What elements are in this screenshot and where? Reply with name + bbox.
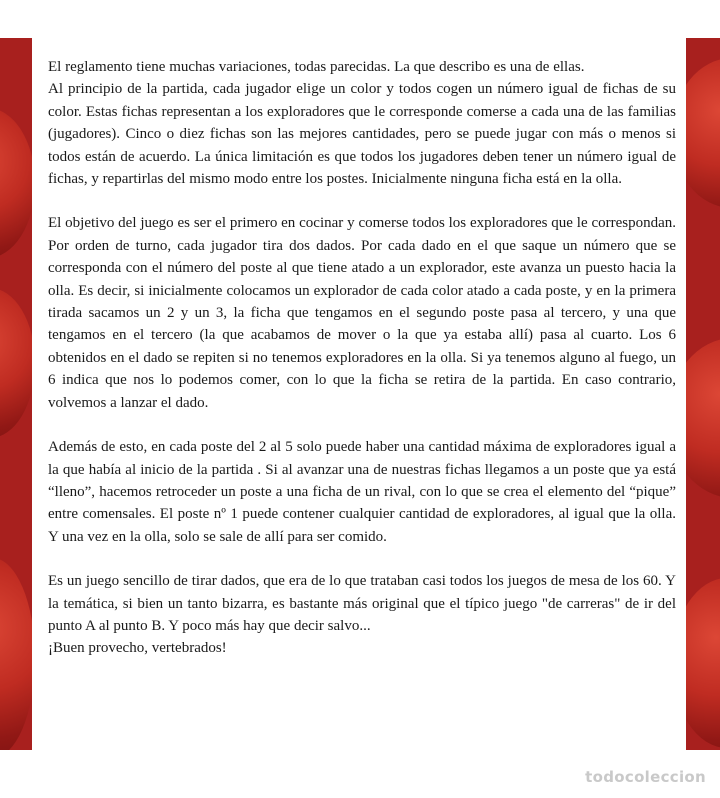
document-body <box>48 56 676 660</box>
paragraph-line: Es un juego sencillo de tirar dados, que era de lo que trataban casi todos los juegos de mesa de los 60. Y la temática, si bien un tanto bizarra, es bastante más original que el típico juego "de carreras" de ir del punto A al punto B. Y poco más hay que decir salvo... <box>48 573 676 634</box>
paragraph-line: Además de esto, en cada poste del 2 al 5 solo puede haber una cantidad máxima de exploradores igual a la que había al inicio de la partida . Si al avanzar una de nuestras fichas llegamos a un poste que ya está “lleno”, hacemos retroceder un poste a una ficha de un rival, con lo que se crea el elemento del “pique” entre comensales. El poste nº 1 puede contener cualquier cantidad de exploradores, al igual que la olla. Y una vez en la olla, solo se sale de allí para ser comido. <box>48 439 676 545</box>
decorative-red-sphere <box>0 288 35 438</box>
paragraph-line: ¡Buen provecho, vertebrados! <box>48 640 227 657</box>
document-page <box>32 38 686 750</box>
paragraph-line: El objetivo del juego es ser el primero en cocinar y comerse todos los exploradores que le correspondan. Por orden de turno, cada jugador tira dos dados. Por cada dado en el que saque un número que se corresponda con el número del poste al que tiene atado a un explorador, este avanza un puesto hacia la olla. Es decir, si inicialmente colocamos un explorador de cada color atado a cada poste, y en la primera tirada sacamos un 2 y un 3, la ficha que tengamos en el segundo poste pasa al tercero, y una que tengamos en el tercero (la que acabamos de mover o la que ya estaba allí) pasa al cuarto. Los 6 obtenidos en el dado se repiten si no tenemos exploradores en la olla. Si ya tenemos alguno al fuego, un 6 indica que nos lo podemos comer, con lo que la ficha se retira de la partida. En caso contrario, volvemos a lanzar el dado. <box>48 215 676 411</box>
paragraph-line: El reglamento tiene muchas variaciones, todas parecidas. La que describo es una de ellas. <box>48 59 585 75</box>
decorative-red-sphere <box>0 558 35 750</box>
todocoleccion-watermark: todocoleccion <box>585 768 706 786</box>
decorative-red-sphere <box>0 108 35 258</box>
paragraph-line: Al principio de la partida, cada jugador elige un color y todos cogen un número igual de fichas de su color. Estas fichas representan a los exploradores que le corresponde comerse a cada una de las familias (jugadores). Cinco o diez fichas son las mejores cantidades, pero se puede jugar con más o menos si todos están de acuerdo. La única limitación es que todos los jugadores deben tener un número igual de fichas, y repartirlas del mismo modo entre los postes. Inicialmente ninguna ficha está en la olla. <box>48 81 676 188</box>
